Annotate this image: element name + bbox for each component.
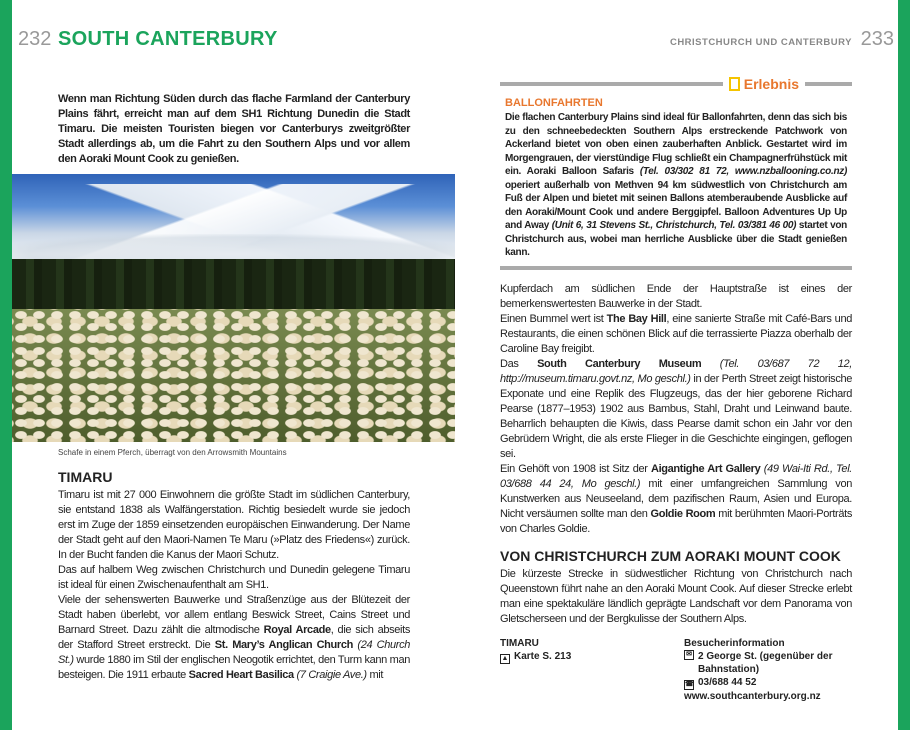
address-detail: (Tel. 03/302 81 72, www.nzballooning.co.nz) (633, 166, 847, 177)
text-run: Die flachen Canterbury Plains sind ideal für Ballonfahrten, denn das sich bis zu den schneebedeckten Southern Alps erstreckende Patchwork von Ackerland bietet von oben einen zauberhaften Anblick. Gestartet wird im Morgengrauen, der vierstündige Flug schließt ein Champagnerfrühstück mit ein. (505, 112, 847, 177)
left-column (58, 92, 410, 683)
sheep-photo (12, 174, 455, 442)
highlight-name: South Canterbury Museum (537, 357, 702, 370)
visitor-info (684, 637, 852, 703)
left-edge-bar (0, 0, 12, 730)
box-top-rule-right (805, 82, 852, 86)
box-top-rule-left (500, 82, 723, 86)
text-run: Das (500, 357, 538, 370)
erlebnis-label (729, 76, 799, 92)
highlight-name: St. Mary’s Anglican Church (214, 639, 353, 651)
right-body (500, 282, 852, 537)
erlebnis-icon (729, 77, 740, 91)
route-text: Die kürzeste Strecke in südwestlicher Richtung von Christchurch nach Queenstown führt nahe an den Aoraki Mount Cook. Auf dieser Strecke erlebt man eine spektakuläre ländlich geprägte Landschaft vor dem Panorama von Gletscherseen und der Bergkulisse der Southern Alps. (500, 567, 852, 625)
highlight-name: Aigantighe Art Gallery (650, 462, 761, 475)
text-run: Kupferdach am südlichen Ende der Hauptstraße ist eines der bemerkenswertesten Bauwerke in der Stadt. (500, 282, 852, 310)
highlight-name: The Bay Hill (606, 312, 667, 325)
paragraph (500, 357, 852, 462)
balloon-text (500, 111, 852, 260)
phone: 03/688 44 52 (698, 676, 757, 688)
address-detail: (Tel. 03/687 72 12, http://museum.timaru.govt.nz, Mo geschl.) (500, 357, 853, 385)
website-link[interactable]: www.southcanterbury.org.nz (684, 690, 821, 702)
paragraph (58, 488, 410, 563)
highlight-name: Aoraki Balloon Safaris (526, 166, 634, 177)
page-number-left: 232 (18, 28, 52, 50)
text-run: mit (366, 669, 384, 681)
address-detail: (49 Wai-Iti Rd., Tel. 03/688 44 24, Mo geschl.) (500, 462, 852, 490)
right-column (500, 75, 852, 703)
highlight-name: Balloon Adventures Up Up and Away (505, 206, 847, 231)
text-run: mit berühmten Maori-Porträts von Charles Goldie. (500, 507, 852, 535)
address-detail: (7 Craigie Ave.) (293, 669, 367, 681)
visitor-heading: Besucherinformation (684, 637, 785, 649)
timaru-body (58, 488, 410, 683)
timaru-heading: TIMARU (58, 469, 113, 485)
highlight-name: Goldie Room (650, 507, 716, 520)
text-run: Viele der sehenswerten Bauwerke und Straßenzüge aus der Blütezeit der Stadt haben überlebt, vor allem entlang Beswick Street, Cains Street und Barnard Street. Dazu zählt die altmodische (58, 594, 410, 636)
box-bottom-rule (500, 266, 852, 270)
highlight-name: Sacred Heart Basilica (188, 669, 294, 681)
text-run: startet von Christchurch aus, wobei man herrliche Ausblicke über die Stadt genießen kann. (505, 220, 847, 258)
right-paragraphs (500, 282, 852, 537)
address-detail: (24 Church St.) (58, 639, 410, 666)
paragraph (500, 312, 852, 357)
balloon-box (500, 93, 852, 260)
text-run: mit einer umfangreichen Sammlung von Kunstwerken aus Neuseeland, dem pazifischen Raum, Asien und Europa. Nicht versäumen sollte man den (500, 477, 852, 520)
balloon-heading: BALLONFAHRTEN (505, 97, 603, 109)
info-row (500, 637, 852, 703)
running-head: CHRISTCHURCH UND CANTERBURY (669, 37, 852, 48)
paragraph (500, 462, 852, 537)
address: 2 George St. (gegenüber der Bahnstation) (698, 650, 833, 675)
info-city (500, 637, 684, 703)
intro-text: Wenn man Richtung Süden durch das flache Farmland der Canterbury Plains fährt, erreicht man auf dem SH1 Richtung Dunedin die Stadt Timaru. Die meisten Touristen biegen vor Canterburys zweitgrößter Stadt allerdings ab, um die Fahrt zu den Southern Alps und vor allem den Aoraki Mount Cook zu genießen. (58, 93, 410, 165)
erlebnis-text: Erlebnis (743, 76, 799, 92)
highlight-name: Royal Arcade (263, 624, 331, 636)
text-run: Timaru ist mit 27 000 Einwohnern die größte Stadt im südlichen Canterbury, sie entstand 1838 als Walfängerstation. Richtig besiedelt wurde sie jedoch erst im Zuge der 1859 einsetzenden europäischen Einwanderung. Der Name der Stadt geht auf den Maori-Namen Te Maru (»Platz des Friedens«) zurück. In der Bucht fanden die Kanus der Maori Schutz. (58, 489, 410, 561)
route-section (500, 547, 852, 627)
text-run: Einen Bummel wert ist (500, 312, 607, 325)
text-run: , eine sanierte Straße mit Café-Bars und Restaurants, die einen schönen Blick auf die terrassierte Piazza oberhalb der Caroline Bay freigibt. (500, 312, 852, 355)
route-heading: VON CHRISTCHURCH ZUM AORAKI MOUNT COOK (500, 547, 841, 564)
phone-icon: ☎ (685, 680, 694, 688)
paragraph (58, 563, 410, 593)
text-run: , die sich abseits der Stafford Street erstreckt. Die (58, 624, 410, 651)
text-run: wurde 1880 im Stil der englischen Neogotik errichtet, den Turm kann man besteigen. Die 1911 erbaute (58, 654, 410, 681)
box-top-rules (500, 75, 852, 93)
timaru-section (58, 468, 410, 683)
text-run: Das auf halbem Weg zwischen Christchurch und Dunedin gelegene Timaru ist ideal für einen Zwischenaufenthalt am SH1. (58, 564, 410, 591)
map-icon: ▲ (501, 654, 509, 662)
address-detail: (Unit 6, 31 Stevens St., Christchurch, Tel. 03/381 46 00) (549, 220, 797, 231)
map-ref: Karte S. 213 (514, 650, 572, 662)
page-number-right: 233 (860, 28, 894, 50)
address-icon: ✉ (684, 650, 694, 660)
paragraph (500, 282, 852, 312)
text-run: operiert außerhalb von Methven 94 km südwestlich von Christchurch am Fuß der Alpen und bietet mit seinen Ballons atemberaubende Ausblicke auf den Aoraki/Mount Cook und andere Berggipfel. (505, 179, 847, 218)
paragraph (58, 593, 410, 683)
info-city-name: TIMARU (500, 637, 539, 649)
text-run: in der Perth Street zeigt historische Exponate und eine Replik des Flugzeugs, das der hier geborene Richard Pearse (1877–1953) 1902 aus Bambus, Stahl, Draht und Leinwand baute. Beharrlich behaupten die Kiwis, dass Pearse damit schon ein Jahr vor den Gebrüdern Wright, die als erste Flieger in die Geschichte eingingen, geflogen sei. (500, 372, 853, 460)
photo-caption: Schafe in einem Pferch, überragt von den Arrowsmith Mountains (58, 448, 287, 457)
text-run: Ein Gehöft von 1908 ist Sitz der (500, 462, 651, 475)
page-title: SOUTH CANTERBURY (58, 28, 278, 50)
paragraph (505, 111, 847, 260)
right-edge-bar (898, 0, 910, 730)
